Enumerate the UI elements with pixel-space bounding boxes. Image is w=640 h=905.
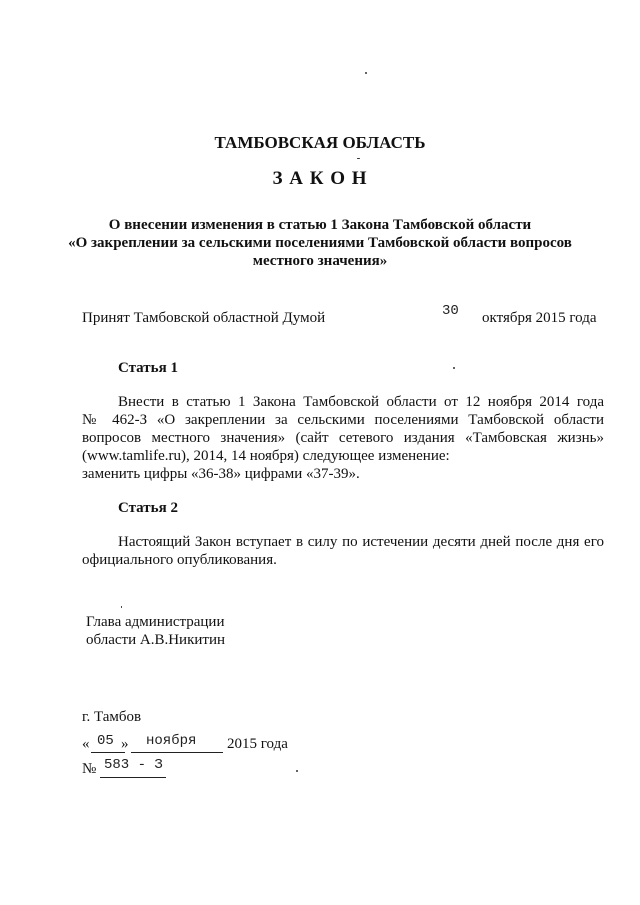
law-title-line-2: «О закреплении за сельскими поселениями Тамбовской области вопросов xyxy=(68,235,572,251)
scan-speck xyxy=(296,770,298,772)
signature-title: Глава администрации xyxy=(86,614,225,630)
article-1-line-3: вопросов местного значения» (сайт сетевого издания «Тамбовская жизнь» xyxy=(82,430,604,446)
adoption-suffix: октября 2015 года xyxy=(482,310,597,326)
scan-speck xyxy=(357,158,360,159)
article-2-line-2: официального опубликования. xyxy=(82,552,277,568)
article-2-line-1: Настоящий Закон вступает в силу по истечении десяти дней после дня его xyxy=(118,534,604,550)
article-1-heading: Статья 1 xyxy=(118,360,178,376)
article-1-line-1: Внести в статью 1 Закона Тамбовской области от 12 ноября 2014 года xyxy=(118,394,604,410)
scan-speck xyxy=(453,367,455,369)
number-sign: № xyxy=(82,761,97,777)
date-month-underline xyxy=(131,752,223,753)
date-day: 05 xyxy=(97,733,114,749)
region-title: ТАМБОВСКАЯ ОБЛАСТЬ xyxy=(214,133,426,152)
number-underline xyxy=(100,777,166,778)
article-1-line-5: заменить цифры «36-38» цифрами «37-39». xyxy=(82,466,360,482)
article-1-line-4: (www.tamlife.ru), 2014, 14 ноября) следующее изменение: xyxy=(82,448,450,464)
city: г. Тамбов xyxy=(82,709,142,725)
scan-speck xyxy=(365,72,367,74)
law-title-line-3: местного значения» xyxy=(252,253,388,269)
date-month: ноября xyxy=(146,733,197,749)
number-value: 583 - З xyxy=(104,757,163,773)
date-year: 2015 года xyxy=(227,736,288,752)
law-title-line-1: О внесении изменения в статью 1 Закона Тамбовской области xyxy=(108,217,532,233)
article-2-heading: Статья 2 xyxy=(118,500,178,516)
scan-speck xyxy=(121,606,122,608)
signature-name: области А.В.Никитин xyxy=(86,632,226,648)
adoption-prefix: Принят Тамбовской областной Думой xyxy=(82,310,326,326)
date-day-underline xyxy=(91,752,125,753)
date-open-quote: « xyxy=(82,736,90,752)
article-1-line-2: № 462-З «О закреплении за сельскими поселениями Тамбовской области xyxy=(82,412,604,428)
date-close-quote: » xyxy=(121,736,129,752)
document-type: З А К О Н xyxy=(272,168,368,189)
adoption-day: 30 xyxy=(442,303,459,319)
